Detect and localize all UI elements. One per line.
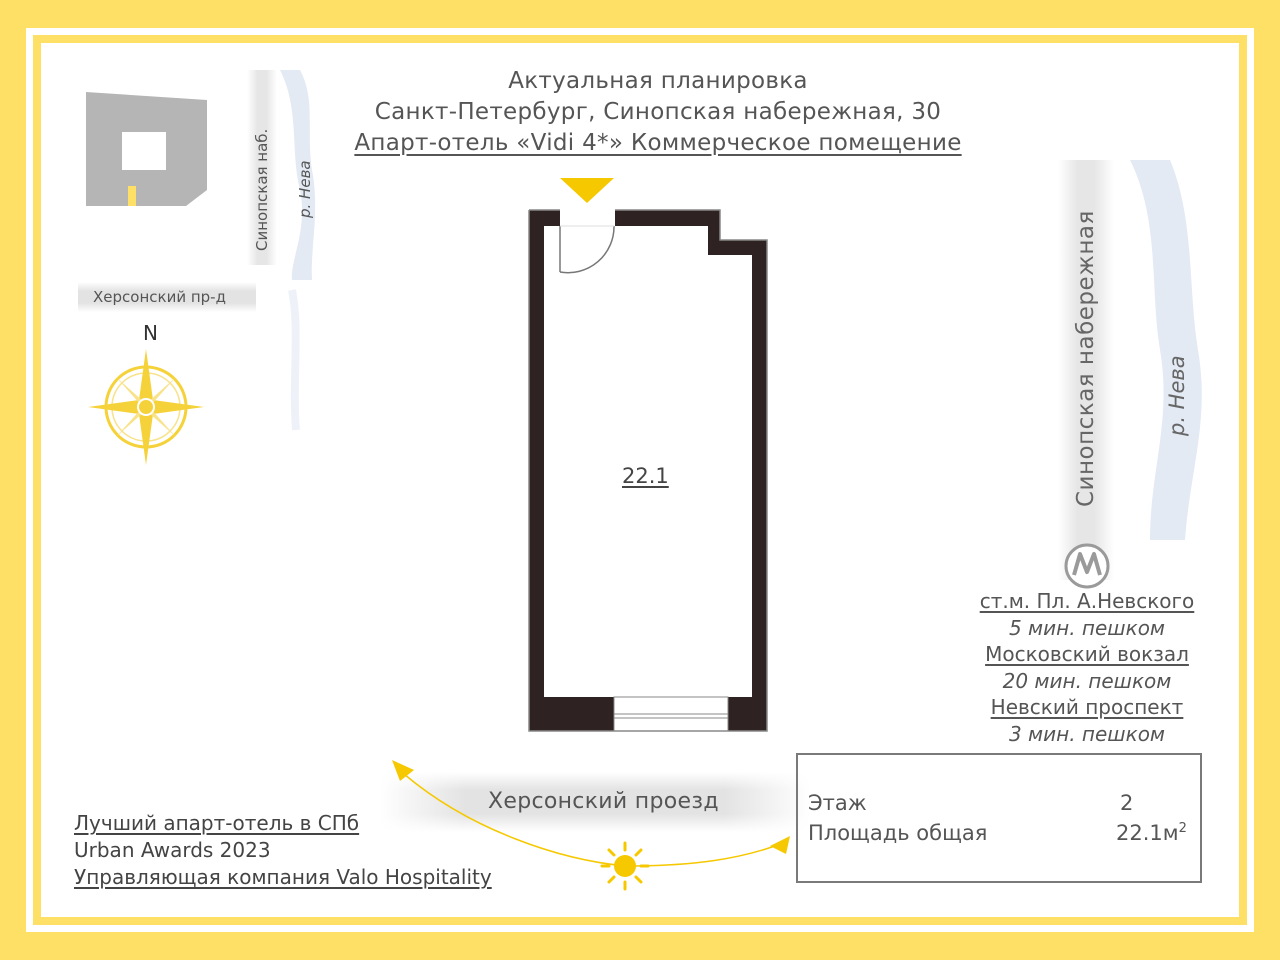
railway-station: Московский вокзал — [985, 642, 1189, 666]
door-swing-icon — [560, 226, 614, 273]
metro-station-time: 5 мин. пешком — [1008, 615, 1166, 640]
wall-bottom-right — [728, 697, 767, 731]
right-street-label: Синопская набережная — [1073, 210, 1099, 507]
title-line-2: Санкт-Петербург, Синопская набережная, 30 — [374, 99, 942, 125]
compass-north-label: N — [143, 321, 158, 345]
minimap-street-horizontal: Херсонский пр-д — [93, 288, 226, 306]
area-unit-sup: 2 — [1178, 821, 1187, 836]
awards-line-1: Лучший апарт-отель в СПб — [74, 811, 360, 835]
awards-line-2: Urban Awards 2023 — [74, 838, 271, 862]
wall-bottom-left — [529, 697, 614, 731]
right-river-strip — [1130, 160, 1202, 540]
metro-info — [960, 588, 1214, 747]
room-area-label: 22.1 — [622, 464, 669, 488]
minimap-street-vertical: Синопская наб. — [253, 128, 271, 251]
railway-station-time: 20 мин. пешком — [1002, 668, 1172, 693]
area-value-number: 22.1м — [1116, 821, 1179, 845]
area-label: Площадь общая — [808, 821, 988, 845]
title-line-3: Апарт-отель «Vidi 4*» Коммерческое помещение — [354, 130, 962, 156]
floor-label: Этаж — [808, 791, 867, 815]
sun-icon — [602, 843, 648, 889]
bottom-street-label: Херсонский проезд — [488, 789, 719, 814]
area-value — [1116, 821, 1187, 845]
info-box — [796, 753, 1202, 883]
title-line-1: Актуальная планировка — [508, 68, 808, 94]
compass-rose-icon — [88, 349, 204, 465]
building-entrance-marker — [128, 186, 136, 206]
metro-m-icon — [1066, 545, 1108, 587]
minimap-river-label: р. Нева — [296, 160, 314, 218]
awards-line-3: Управляющая компания Valo Hospitality — [74, 865, 492, 889]
floor-value: 2 — [1120, 791, 1134, 815]
awards-block — [74, 810, 492, 891]
entrance-arrow-icon — [560, 178, 614, 203]
building-courtyard — [122, 132, 166, 170]
right-river-label: р. Нева — [1165, 355, 1189, 436]
avenue-name: Невский проспект — [990, 695, 1184, 719]
sun-path-arrow-right-icon — [770, 836, 790, 854]
metro-station: ст.м. Пл. А.Невского — [979, 589, 1195, 613]
avenue-time: 3 мин. пешком — [1008, 721, 1166, 746]
minimap — [78, 70, 315, 430]
